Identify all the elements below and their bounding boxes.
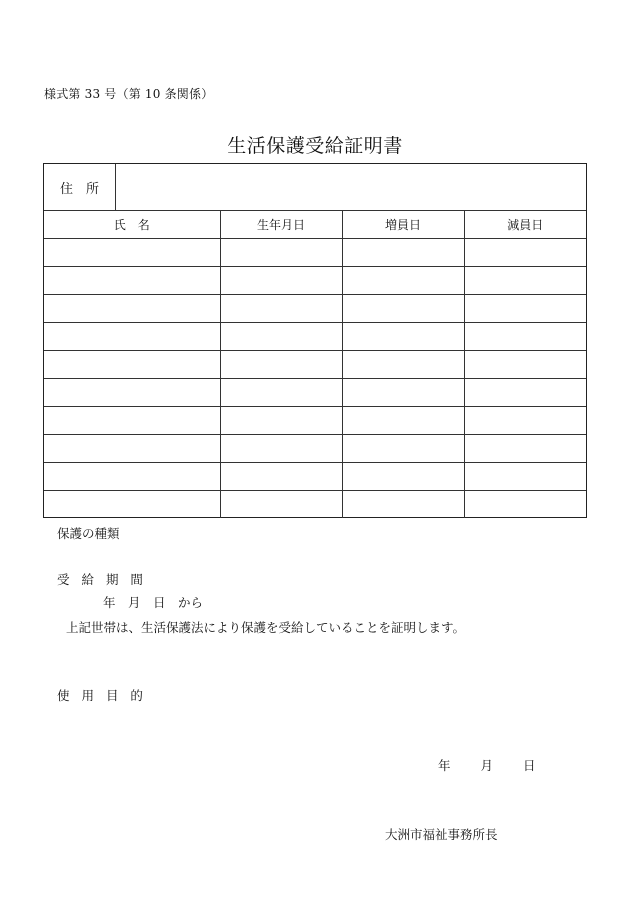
removed-date-cell[interactable] (464, 491, 586, 519)
purpose-label: 使 用 目 的 (57, 688, 147, 703)
certification-text: 上記世帯は、生活保護法により保護を受給していることを証明します。 (66, 620, 466, 635)
name-cell[interactable] (44, 323, 220, 351)
birthdate-cell[interactable] (220, 239, 342, 267)
added-date-cell[interactable] (342, 295, 464, 323)
name-cell[interactable] (44, 379, 220, 407)
removed-date-cell[interactable] (464, 267, 586, 295)
birthdate-cell[interactable] (220, 323, 342, 351)
table-row (44, 491, 586, 519)
table-row (44, 407, 586, 435)
added-date-cell[interactable] (342, 267, 464, 295)
name-cell[interactable] (44, 463, 220, 491)
table-row (44, 323, 586, 351)
column-header-removed-date: 減員日 (464, 211, 586, 239)
protection-type-label: 保護の種類 (57, 526, 120, 541)
name-cell[interactable] (44, 407, 220, 435)
added-date-cell[interactable] (342, 239, 464, 267)
period-value: 年 月 日 から (103, 595, 204, 610)
birthdate-cell[interactable] (220, 407, 342, 435)
column-header-name: 氏 名 (44, 211, 220, 239)
added-date-cell[interactable] (342, 407, 464, 435)
removed-date-cell[interactable] (464, 351, 586, 379)
table-header-row (44, 211, 586, 239)
removed-date-cell[interactable] (464, 295, 586, 323)
birthdate-cell[interactable] (220, 267, 342, 295)
table-row (44, 295, 586, 323)
birthdate-cell[interactable] (220, 295, 342, 323)
name-cell[interactable] (44, 267, 220, 295)
birthdate-cell[interactable] (220, 435, 342, 463)
birthdate-cell[interactable] (220, 491, 342, 519)
table-row (44, 463, 586, 491)
added-date-cell[interactable] (342, 491, 464, 519)
added-date-cell[interactable] (342, 351, 464, 379)
address-label: 住 所 (44, 164, 116, 210)
name-cell[interactable] (44, 491, 220, 519)
removed-date-cell[interactable] (464, 435, 586, 463)
address-field[interactable] (117, 164, 586, 210)
address-row (44, 164, 586, 211)
period-label: 受 給 期 間 (57, 572, 147, 587)
removed-date-cell[interactable] (464, 407, 586, 435)
added-date-cell[interactable] (342, 379, 464, 407)
removed-date-cell[interactable] (464, 323, 586, 351)
household-members-table (44, 211, 586, 518)
column-header-birthdate: 生年月日 (220, 211, 342, 239)
form-number: 様式第 33 号（第 10 条関係） (44, 87, 214, 101)
table-row (44, 239, 586, 267)
birthdate-cell[interactable] (220, 351, 342, 379)
birthdate-cell[interactable] (220, 379, 342, 407)
added-date-cell[interactable] (342, 435, 464, 463)
name-cell[interactable] (44, 435, 220, 463)
table-row (44, 351, 586, 379)
date-year: 年 (438, 758, 451, 773)
added-date-cell[interactable] (342, 323, 464, 351)
certificate-frame (43, 163, 587, 518)
issue-date (438, 756, 536, 774)
table-row (44, 435, 586, 463)
table-row (44, 267, 586, 295)
removed-date-cell[interactable] (464, 463, 586, 491)
column-header-added-date: 増員日 (342, 211, 464, 239)
removed-date-cell[interactable] (464, 379, 586, 407)
date-month: 月 (480, 758, 494, 773)
added-date-cell[interactable] (342, 463, 464, 491)
date-day: 日 (523, 758, 536, 773)
removed-date-cell[interactable] (464, 239, 586, 267)
issuer-name: 大洲市福祉事務所長 (385, 827, 498, 842)
name-cell[interactable] (44, 295, 220, 323)
name-cell[interactable] (44, 239, 220, 267)
table-row (44, 379, 586, 407)
birthdate-cell[interactable] (220, 463, 342, 491)
document-title: 生活保護受給証明書 (227, 135, 403, 157)
name-cell[interactable] (44, 351, 220, 379)
